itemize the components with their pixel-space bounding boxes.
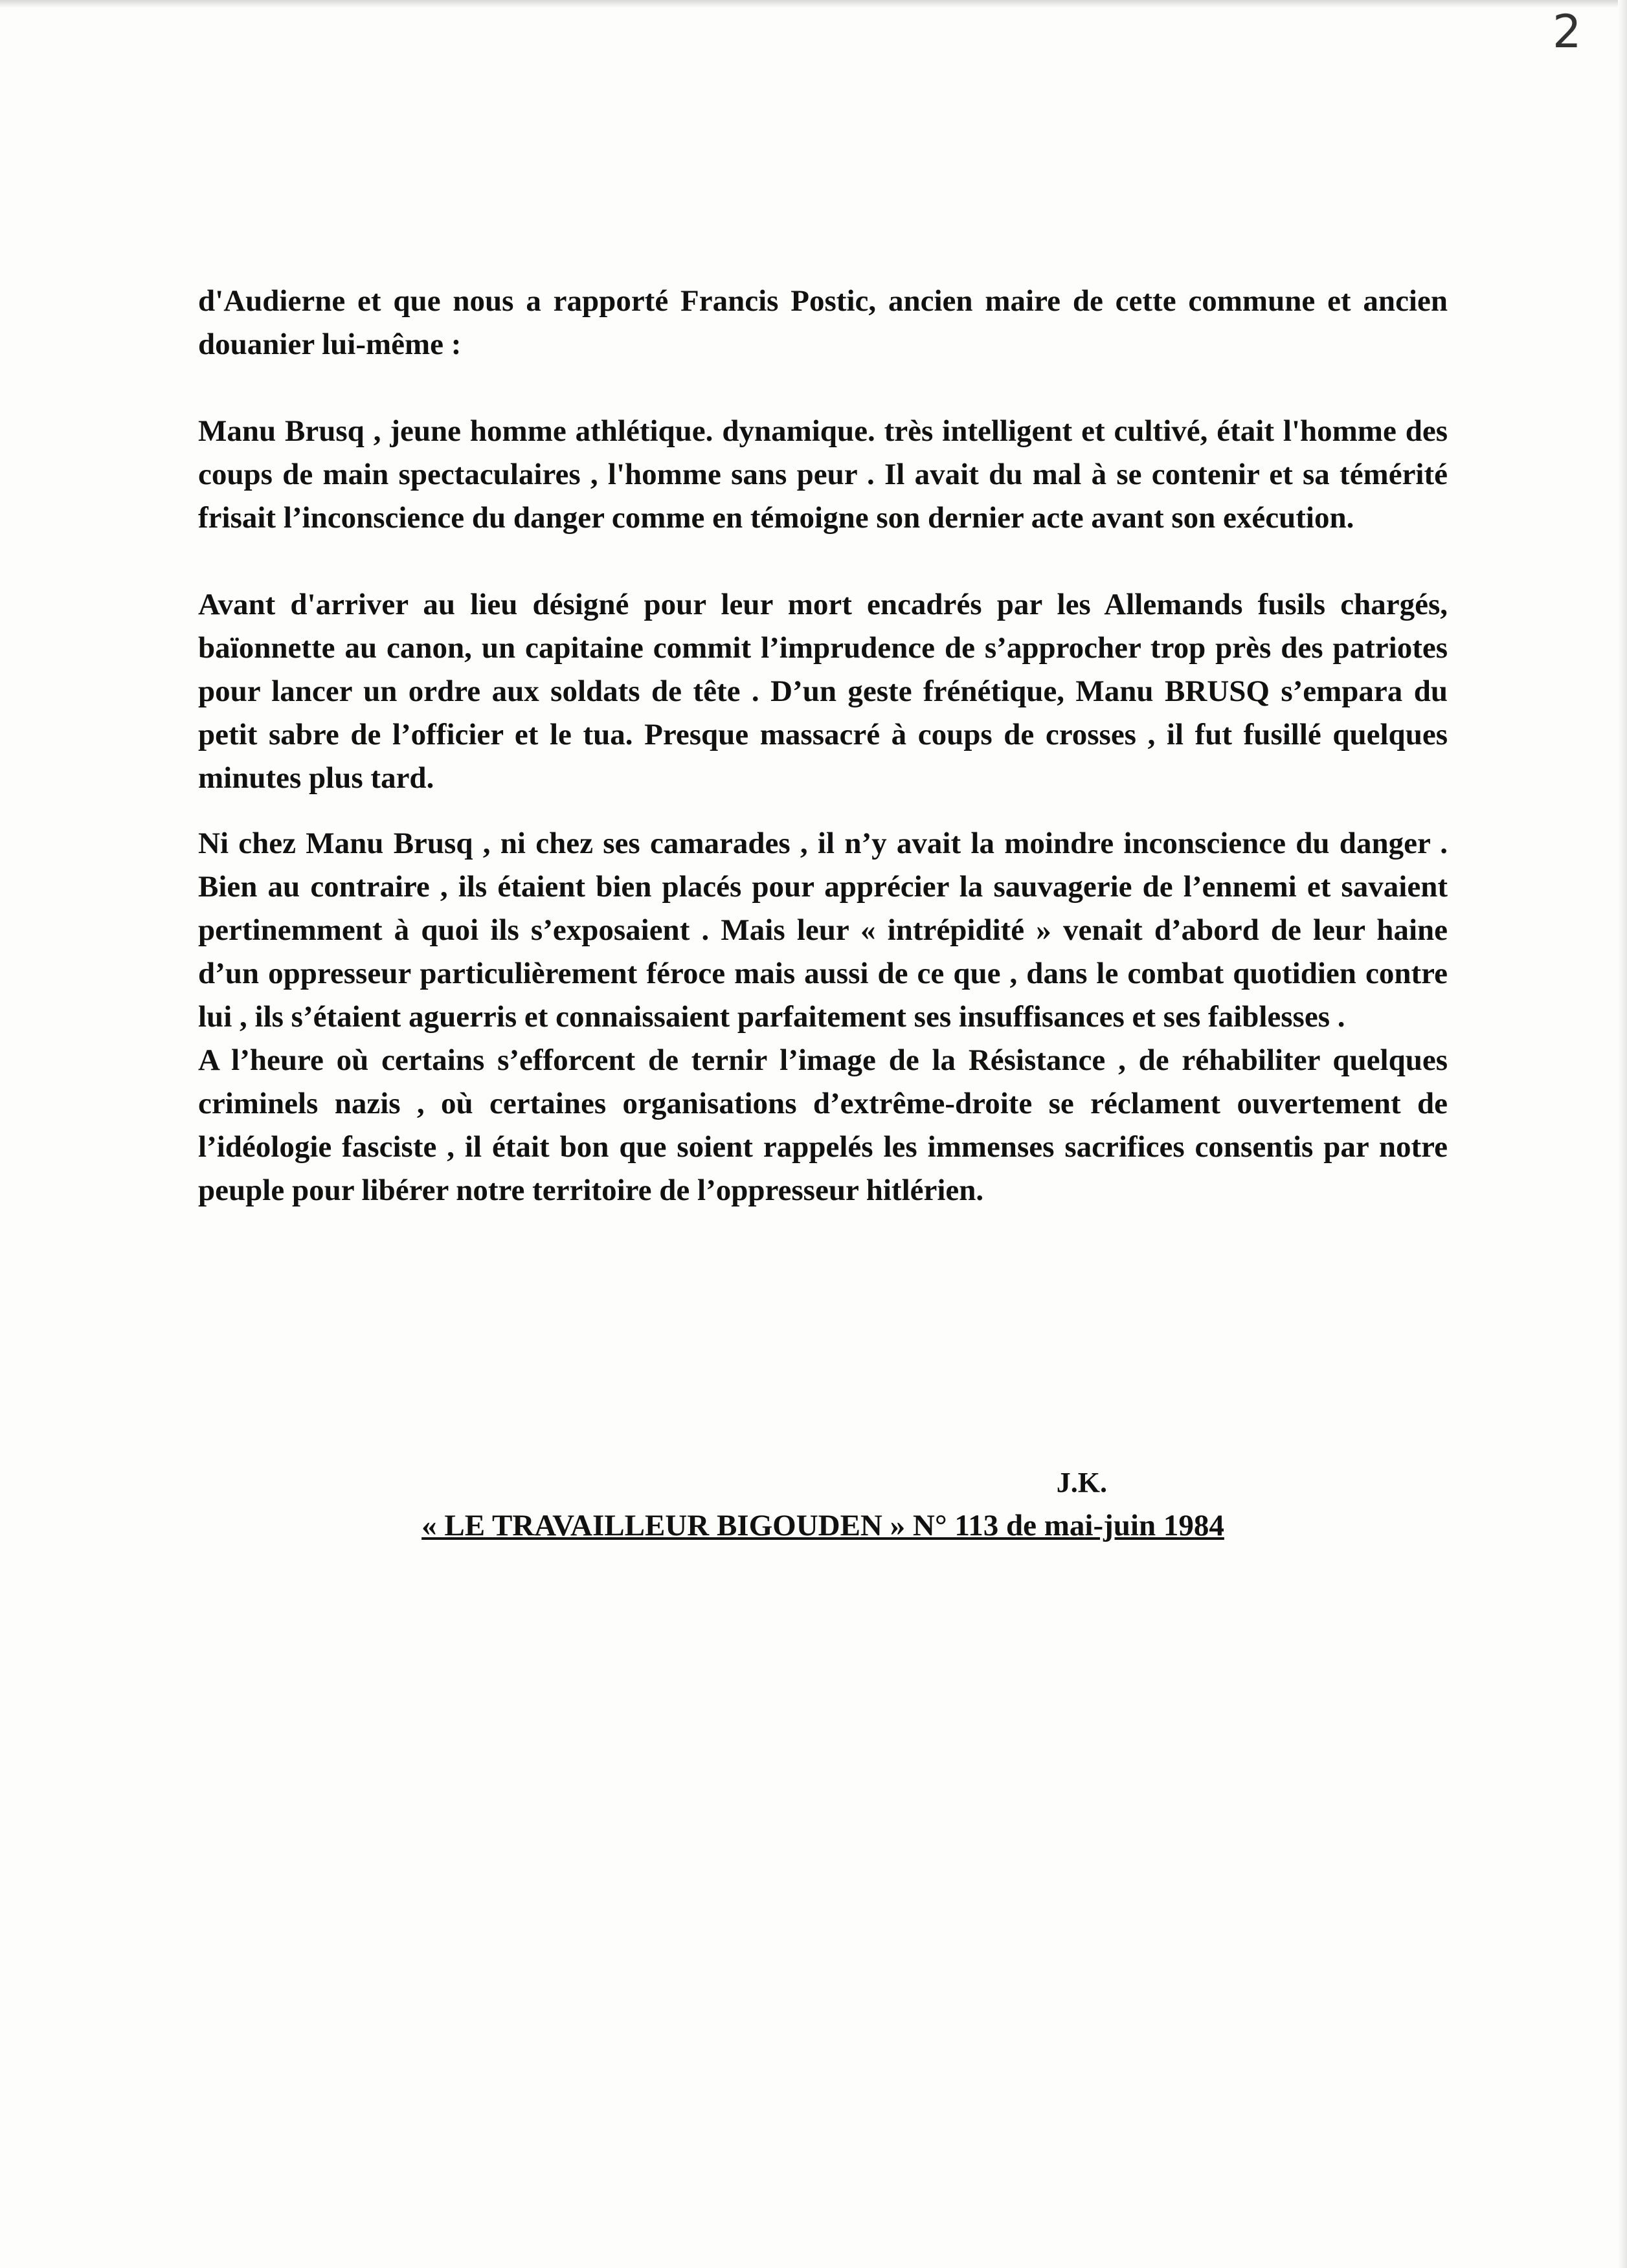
article-body bbox=[198, 280, 1448, 1212]
page-number: 2 bbox=[1553, 5, 1582, 58]
paragraph-courage: Ni chez Manu Brusq , ni chez ses camarades , il n’y avait la moindre inconscience du danger . Bien au contraire , ils étaient bien placés pour apprécier la sauvagerie de l’ennemi et savaient pertinemment à quoi ils s’exposaient . Mais leur « intrépidité » venait d’abord de leur haine d’un oppresseur particulièrement féroce mais aussi de ce que , dans le combat quotidien contre lui , ils s’étaient aguerris et connaissaient parfaitement ses insuffisances et ses faiblesses . bbox=[198, 827, 1448, 1034]
paragraph-manu-brusq: Manu Brusq , jeune homme athlétique. dynamique. très intelligent et cultivé, était l'homme des coups de main spectaculaires , l'homme sans peur . Il avait du mal à se contenir et sa témérité frisait l’inconscience du danger comme en témoigne son dernier acte avant son exécution. bbox=[198, 414, 1448, 535]
page-right-edge bbox=[1618, 0, 1627, 2268]
paragraph-conclusion: A l’heure où certains s’efforcent de ternir l’image de la Résistance , de réhabiliter quelques criminels nazis , où certaines organisations d’extrême-droite se réclament ouvertement de l’idéologie fasciste , il était bon que soient rappelés les immenses sacrifices consentis par notre peuple pour libérer notre territoire de l’oppresseur hitlérien. bbox=[198, 1043, 1448, 1207]
source-citation: « LE TRAVAILLEUR BIGOUDEN » N° 113 de mai-juin 1984 bbox=[421, 1509, 1224, 1542]
paragraph-execution: Avant d'arriver au lieu désigné pour leur mort encadrés par les Allemands fusils chargés, baïonnette au canon, un capitaine commit l’imprudence de s’approcher trop près des patriotes pour lancer un ordre aux soldats de tête . D’un geste frénétique, Manu BRUSQ s’empara du petit sabre de l’officier et le tua. Presque massacré à coups de crosses , il fut fusillé quelques minutes plus tard. bbox=[198, 588, 1448, 795]
paragraph-intro: d'Audierne et que nous a rapporté Francis Postic, ancien maire de cette commune et ancien douanier lui-même : bbox=[198, 284, 1448, 361]
author-signature: J.K. bbox=[1056, 1467, 1107, 1498]
page-top-edge bbox=[0, 0, 1627, 8]
